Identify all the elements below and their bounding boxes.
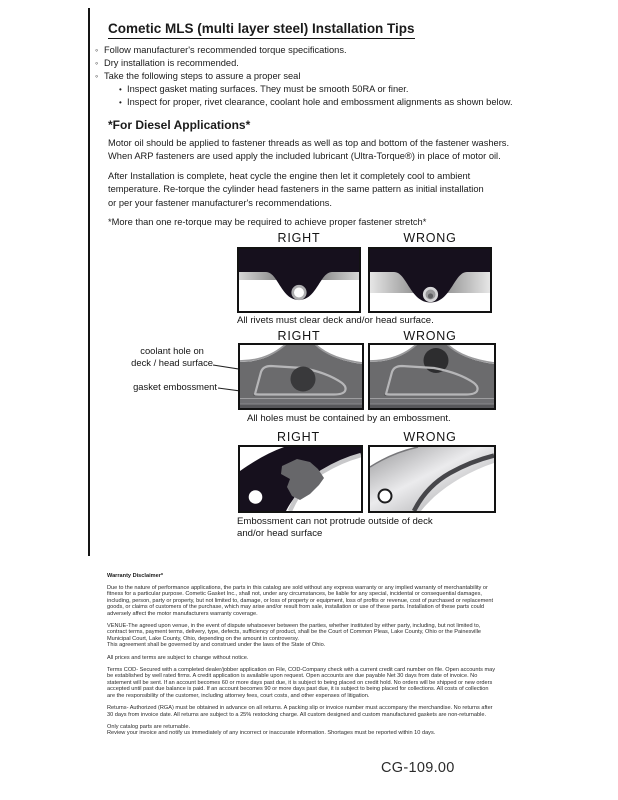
rivet-wrong-graphic <box>370 249 490 311</box>
caption-line: Embossment can not protrude outside of deck <box>237 516 433 527</box>
list-item <box>95 70 513 83</box>
diagram-protrusion-wrong <box>368 445 496 513</box>
bullet-icon: ◦ <box>95 58 99 68</box>
caption-rivets: All rivets must clear deck and/or head surface. <box>237 315 434 326</box>
right-label-row1: RIGHT <box>277 231 321 245</box>
caption-protrusion <box>237 516 433 540</box>
legal-paragraph: VENUE-The agreed upon venue, in the event of dispute whatsoever between the parties, whether instituted by either party, including, but not limited to, contract terms, payment terms, delivery, type, defects, sufficiency of product, shall be the Court of Common Pleas, Lake County, Ohio or the Painesville Municipal Court, Lake County, Ohio, depending on the amount in controversy. This agreement shall be governed by and construed under the laws of the State of Ohio. <box>107 623 482 649</box>
legal-paragraph: Only catalog parts are returnable. Review your invoice and notify us immediately of any incorrect or inaccurate information. Shortages must be reported within 10 days. <box>107 723 436 737</box>
legal-paragraph: All prices and terms are subject to change without notice. <box>107 654 249 661</box>
paragraph-heat-cycle <box>108 170 484 210</box>
protrusion-wrong-graphic <box>370 447 494 511</box>
caption-line: and/or head surface <box>237 528 323 539</box>
paragraph-retorque-note: *More than one re-torque may be required to achieve proper fastener stretch* <box>108 217 427 227</box>
embossment-wrong-graphic <box>370 345 494 408</box>
diagram-embossment-right <box>238 343 364 410</box>
page-code: CG-109.00 <box>381 760 455 776</box>
wrong-label-row1: WRONG <box>403 231 457 245</box>
list-item-text: Inspect gasket mating surfaces. They must be smooth 50RA or finer. <box>127 84 409 94</box>
bullet-icon: • <box>119 85 122 94</box>
right-label-row3: RIGHT <box>277 430 320 444</box>
annotation-line: deck / head surface <box>131 356 213 368</box>
bullet-icon: • <box>119 98 122 107</box>
page-title: Cometic MLS (multi layer steel) Installation Tips <box>108 21 415 39</box>
rivet-right-graphic <box>239 249 359 311</box>
caption-holes: All holes must be contained by an embossment. <box>247 413 451 424</box>
paragraph-motor-oil <box>108 137 509 164</box>
paragraph-line: or per your fastener manufacturer's recommendations. <box>108 197 332 208</box>
paragraph-line: When ARP fasteners are used apply the included lubricant (Ultra-Torque®) in place of motor oil. <box>108 151 501 162</box>
right-label-row2: RIGHT <box>277 329 321 343</box>
legal-section <box>107 573 517 743</box>
diagram-rivet-right <box>237 247 361 313</box>
left-margin-rule <box>88 8 90 556</box>
paragraph-line: temperature. Re-torque the cylinder head fasteners in the same pattern as initial installation <box>108 184 484 195</box>
wrong-label-row2: WRONG <box>403 329 457 343</box>
wrong-label-row3: WRONG <box>403 430 457 444</box>
list-item-text: Dry installation is recommended. <box>104 58 239 68</box>
diagram-rivet-wrong <box>368 247 492 313</box>
embossment-right-graphic <box>240 345 362 408</box>
annotation-gasket-embossment: gasket embossment <box>133 381 217 392</box>
list-item-text: Inspect for proper, rivet clearance, coolant hole and embossment alignments as shown below. <box>127 97 513 107</box>
list-item <box>119 83 513 96</box>
warranty-disclaimer-heading: Warranty Disclaimer* <box>107 573 164 579</box>
list-item-text: Take the following steps to assure a proper seal <box>104 71 301 81</box>
diesel-applications-heading: *For Diesel Applications* <box>108 118 251 132</box>
paragraph-line: Motor oil should be applied to fastener threads as well as top and bottom of the fastener washers. <box>108 138 510 148</box>
diagram-embossment-wrong <box>368 343 496 410</box>
legal-paragraph: Due to the nature of performance applications, the parts in this catalog are sold without any express warranty or any implied warranty of merchantability or fitness for a particular purpose. Cometic Gasket Inc., shall not, under any circumstances, be liable for any special, incidental or consequential damages, including, person, party or property, but not limited to, damage, or loss of property or equipment, loss of profits or revenue, cost of purchased or replacement goods, or claims of customers of the purchase, which may arise and/or result from sale, installation or use of these parts. Installation of these parts could adversely affect the motor manufacturers warranty coverage. <box>107 585 494 617</box>
annotation-line: coolant hole on <box>140 345 204 356</box>
paragraph-line: After Installation is complete, heat cycle the engine then let it completely cool to ambient <box>108 171 471 181</box>
installation-tips-list <box>95 44 513 109</box>
bullet-icon: ◦ <box>95 45 99 55</box>
list-item <box>95 44 513 57</box>
legal-paragraph: Returns- Authorized (RGA) must be obtained in advance on all returns. A packing slip or invoice number must accompany the merchandise. No returns after 30 days from invoice date. All returns are subject to a 25% restocking charge. All custom designed and custom manufactured gaskets are non-returnable. <box>107 705 493 718</box>
list-item <box>119 96 513 109</box>
protrusion-right-graphic <box>240 447 361 511</box>
list-item <box>95 57 513 70</box>
legal-paragraph: Terms COD- Secured with a completed dealer/jobber application on File, COD-Company check with a current credit card number on file. Open accounts may be established by well rated firms. A credit application is available upon request. Open accounts are due payable Net 30 days from date of invoice. No statement will be sent. If an account becomes 60 or more days past due, it is subject to being placed on credit hold. No orders will be shipped or new orders accepted until past due balance is paid. If an account becomes 90 or more days past due, it is subject to being placed for collections. All costs of collection are the responsibility of the customer, including attorney fees, court costs, and other expenses of litigation. <box>107 667 496 699</box>
bullet-icon: ◦ <box>95 71 99 81</box>
diagram-protrusion-right <box>238 445 363 513</box>
list-item-text: Follow manufacturer's recommended torque specifications. <box>104 45 347 55</box>
